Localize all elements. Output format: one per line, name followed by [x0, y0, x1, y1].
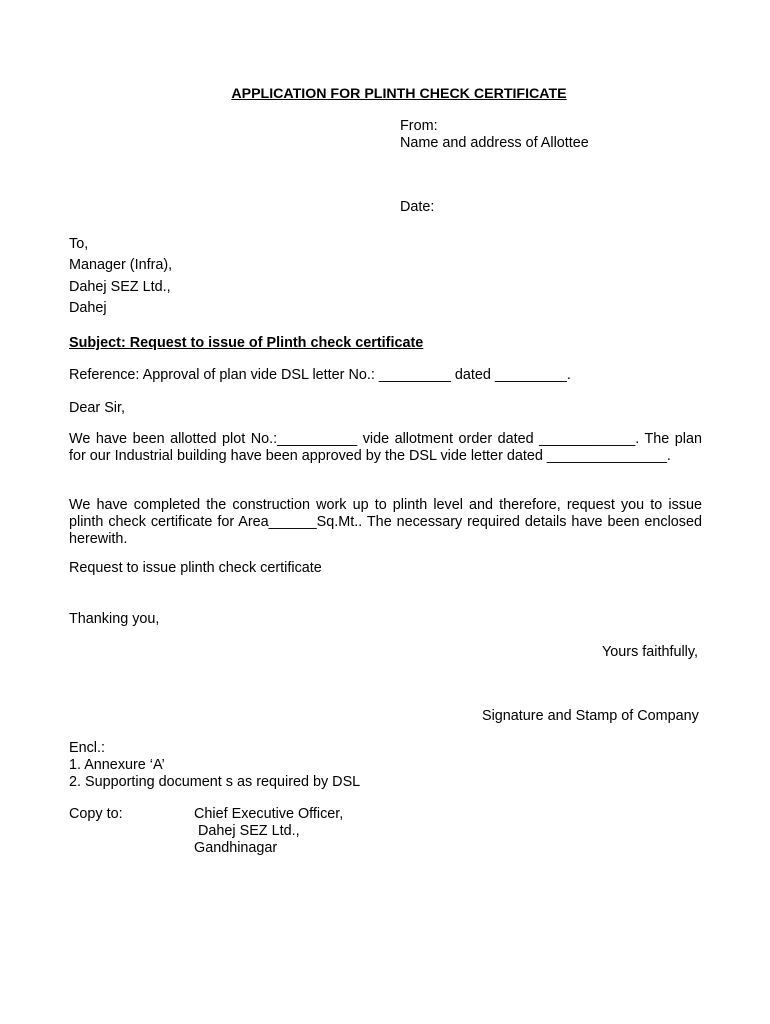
subject-line: Subject: Request to issue of Plinth check certificate	[69, 335, 424, 351]
copy-to-label: Copy to:	[69, 806, 123, 822]
date-label: Date:	[400, 199, 435, 215]
paragraph-allotment: We have been allotted plot No.:__________ vide allotment order dated ____________. The plan for our Industrial building have been approved by the DSL vide letter dated _______________.	[69, 431, 702, 464]
copy-to-line: Gandhinagar	[194, 840, 278, 856]
request-line: Request to issue plinth check certificate	[69, 560, 322, 576]
to-line: Manager (Infra),	[69, 257, 173, 273]
document-title: APPLICATION FOR PLINTH CHECK CERTIFICATE	[231, 86, 567, 102]
closing-line: Yours faithfully,	[602, 644, 698, 660]
to-line: Dahej SEZ Ltd.,	[69, 279, 171, 295]
signature-line: Signature and Stamp of Company	[482, 708, 699, 724]
enclosure-item: 1. Annexure ‘A’	[69, 757, 165, 773]
to-line: To,	[69, 236, 89, 252]
salutation: Dear Sir,	[69, 400, 125, 416]
from-label: From:	[400, 118, 438, 134]
copy-to-line: Chief Executive Officer,	[194, 806, 344, 822]
enclosure-item: 2. Supporting document s as required by DSL	[69, 774, 361, 790]
to-line: Dahej	[69, 300, 107, 316]
reference-line: Reference: Approval of plan vide DSL letter No.: _________ dated _________.	[69, 367, 571, 383]
paragraph-construction: We have completed the construction work up to plinth level and therefore, request you to issue plinth check certificate for Area______Sq.Mt.. The necessary required details have been enclosed herewith.	[69, 497, 702, 547]
from-value: Name and address of Allottee	[400, 135, 589, 151]
copy-to-line: Dahej SEZ Ltd.,	[194, 823, 300, 839]
thanking-line: Thanking you,	[69, 611, 160, 627]
enclosures-label: Encl.:	[69, 740, 105, 756]
